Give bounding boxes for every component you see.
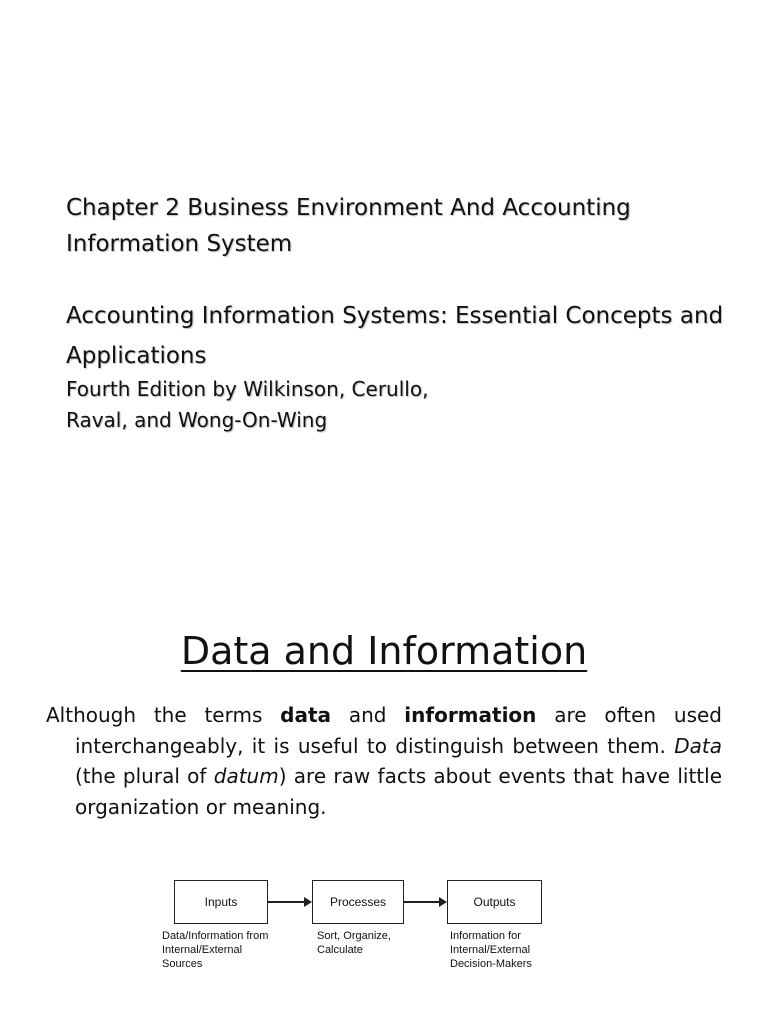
inputs-caption: Data/Information from Internal/External Sources bbox=[162, 930, 269, 970]
section-heading-text: Data and Information bbox=[180, 629, 588, 673]
para-text-2: and bbox=[331, 703, 405, 727]
processes-caption: Sort, Organize, Calculate bbox=[317, 930, 391, 956]
definition-paragraph bbox=[46, 700, 722, 822]
para-text-3: are often used interchangeably, it is useful to distinguish between them. bbox=[75, 703, 722, 758]
section-heading bbox=[0, 626, 768, 676]
outputs-caption: Information for Internal/External Decision-Makers bbox=[450, 930, 532, 970]
italic-data: Data bbox=[674, 733, 722, 758]
inputs-box: Inputs bbox=[174, 880, 268, 924]
outputs-box: Outputs bbox=[447, 880, 542, 924]
book-title: Accounting Information Systems: Essential Concepts and Applications bbox=[66, 303, 724, 369]
term-data: data bbox=[280, 703, 332, 727]
edition-line-1: Fourth Edition by Wilkinson, Cerullo, bbox=[66, 377, 429, 401]
arrow-inputs-to-processes bbox=[268, 901, 310, 903]
term-information: information bbox=[404, 703, 537, 727]
information-flow-diagram bbox=[160, 876, 560, 986]
para-text-4: (the plural of bbox=[75, 764, 214, 788]
italic-datum: datum bbox=[213, 764, 279, 788]
para-text-1: Although the terms bbox=[46, 703, 281, 727]
arrow-processes-to-outputs bbox=[404, 901, 445, 903]
para-text-5: ) are raw facts about events that have little organization or meaning. bbox=[75, 764, 722, 819]
chapter-title: Chapter 2 Business Environment And Accounting Information System bbox=[66, 195, 631, 257]
processes-box: Processes bbox=[312, 880, 404, 924]
edition-line-2: Raval, and Wong-On-Wing bbox=[66, 408, 328, 432]
edition-authors bbox=[66, 374, 726, 436]
